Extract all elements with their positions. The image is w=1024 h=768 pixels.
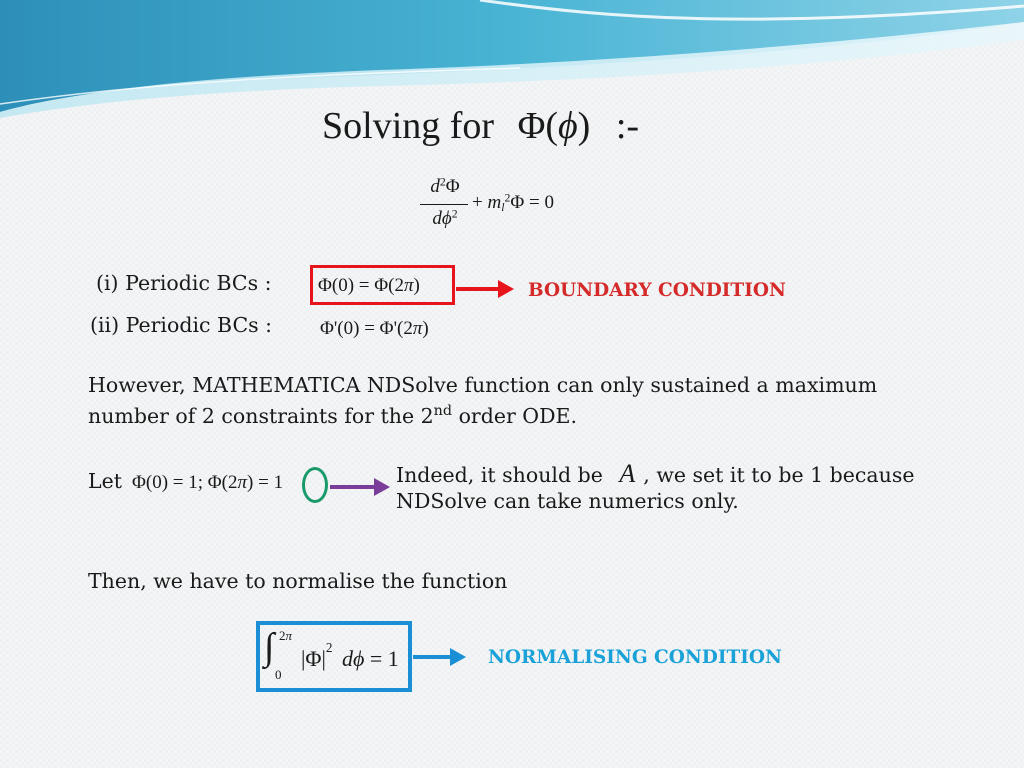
norm-integral-sign: ∫ [264,626,275,668]
red-arrow-icon [456,280,514,298]
note-line-1: However, MATHEMATICA NDSolve function can only sustained a maximum [88,373,878,397]
explain-A: A [619,459,636,488]
ode-denominator: $d\phi^2$ [432,207,458,229]
bc2-label: (ii) Periodic BCs : [90,313,273,337]
title-var: ϕ [558,105,578,147]
slide-title [322,104,639,148]
purple-arrow-icon [330,478,390,496]
header-wave-decoration [0,0,1024,120]
norm-upper-limit: 2π [279,628,293,643]
explain-line-2: NDSolve can take numerics only. [396,489,739,513]
let-equation: Φ(0) = 1; Φ(2π) = 1 [132,472,284,493]
title-text: Solving for [322,105,495,147]
ode-rest: + $m_l^2\Phi = 0$ [472,191,554,214]
title-phi: Φ( [517,105,558,147]
let-label: Let [88,469,122,493]
norm-integrand: $|\Phi|^2$ dϕ = 1 [301,640,399,671]
blue-arrow-icon [413,648,466,666]
ode-fraction-line [420,204,468,205]
let-one-value: 1 [273,472,284,493]
title-suffix: :- [615,105,640,147]
then-text: Then, we have to normalise the function [88,569,508,593]
boundary-condition-label: BOUNDARY CONDITION [528,280,786,301]
ode-numerator: $d^2\Phi$ [430,175,460,197]
note-line-2: number of 2 constraints for the 2nd order ODE. [88,403,578,428]
title-close: ) [577,105,591,147]
let-one-highlight-circle [302,467,328,503]
bc2-equation: Φ'(0) = Φ'(2π) [320,318,429,339]
explain-line-1: Indeed, it should be A , we set it to be 1 because [396,459,915,488]
norm-lower-limit: 0 [275,667,282,682]
bc1-label: (i) Periodic BCs : [96,271,272,295]
bc1-equation: Φ(0) = Φ(2π) [318,275,420,296]
normalising-condition-label: NORMALISING CONDITION [488,647,782,668]
